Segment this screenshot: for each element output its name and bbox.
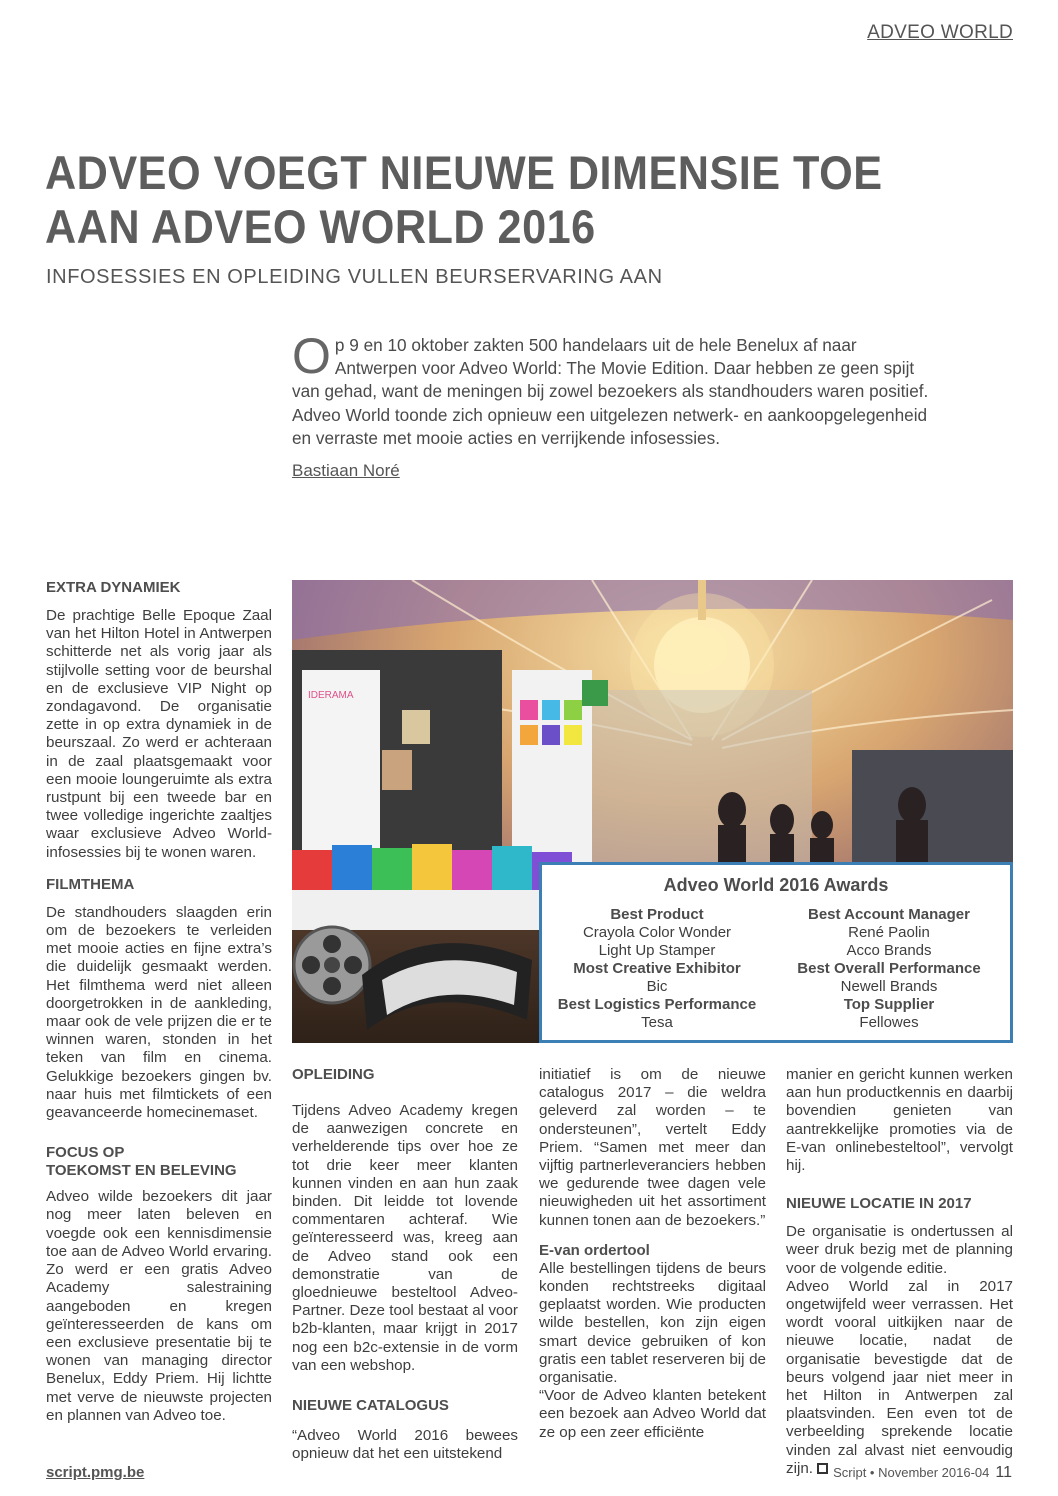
title-line-1: ADVEO VOEGT NIEUWE DIMENSIE TOE — [45, 146, 883, 199]
article-title — [45, 146, 928, 254]
awards-right-column — [774, 906, 1004, 1032]
title-line-2: AAN ADVEO WORLD 2016 — [45, 200, 596, 253]
award-category: Best Account Manager — [808, 906, 970, 923]
heading-opleiding: OPLEIDING — [292, 1066, 375, 1083]
award-winner: Tesa — [641, 1014, 673, 1031]
lead-text: p 9 en 10 oktober zakten 500 handelaars uit de hele Benelux af naar Antwerpen voor Adveo World: The Movie Edition. Daar hebben ze geen spijt van gehad, want de meningen bij zowel bezoekers als standhouders waren positief. Adveo World toonde zich opnieuw een uitgelezen netwerk- en aankoopgelegenheid en verraste met mooie acties en verrijkende infosessies. — [292, 335, 929, 448]
footer-issue — [833, 1464, 1012, 1482]
heading-filmthema: FILMTHEMA — [46, 875, 135, 893]
paragraph-extra-dynamiek: De prachtige Belle Epoque Zaal van het Hilton Hotel in Antwerpen schitterde net als vorig jaar als stijlvolle setting voor de beurshal en de exclusieve VIP Night op zondagavond. De organisatie zette in op extra dynamiek in de beurszaal. Zo werd er achteraan in de zaal plaatsgemaakt voor een mooie loungeruimte als extra rustpunt bij een tweede bar en twee volledige ingerichte zaaltjes waar exclusieve Adveo World-infosessies bij te wonen waren. — [46, 607, 272, 861]
heading-focus-line-2: TOEKOMST EN BELEVING — [46, 1162, 237, 1180]
award-winner: Acco Brands — [846, 942, 932, 959]
lead-paragraph — [292, 328, 942, 450]
paragraph-evan-2: “Voor de Adveo klanten betekent een bezoek aan Adveo World dat ze op een zeer efficiënte — [539, 1387, 766, 1441]
end-of-article-icon — [817, 1463, 828, 1474]
award-category: Most Creative Exhibitor — [573, 960, 741, 977]
heading-extra-dynamiek: EXTRA DYNAMIEK — [46, 579, 181, 596]
page-number: 11 — [995, 1464, 1012, 1481]
award-winner: Light Up Stamper — [598, 942, 716, 959]
paragraph-locatie-2 — [786, 1278, 1013, 1478]
column-4 — [786, 1066, 1013, 1478]
heading-evan-ordertool: E-van ordertool — [539, 1241, 650, 1259]
paragraph-filmthema: De standhouders slaagden erin om de bezoekers te verleiden met mooie acties en fijne extra’s die duidelijk gesmaakt werden. Het filmthema werd niet alleen doorgetrokken in de aankleding, maar ook de vele prijzen die er te winnen waren, stonden in het teken van film en cinema. Gelukkige bezoekers gingen bv. naar huis met filmtickets of een geavanceerde homecinemaset. — [46, 903, 272, 1122]
column-3 — [539, 1066, 766, 1442]
column-2 — [292, 1066, 518, 1463]
award-winner: Newell Brands — [840, 978, 938, 995]
film-reel-icon — [294, 927, 370, 1003]
paragraph-focus: Adveo wilde bezoekers dit jaar nog meer laten beleven en voegde ook een kennisdimensie toe aan de Adveo World ervaring. Zo werd er een gratis Adveo Academy salestraining aangeboden en kregen geïnteresseerden de kans om een exclusieve presentatie bij te wonen van managing director Benelux, Eddy Priem. Hij lichtte met verve de nieuwste projecten en plannen van Adveo toe. — [46, 1188, 272, 1424]
heading-nieuwe-locatie: NIEUWE LOCATIE IN 2017 — [786, 1195, 972, 1213]
award-category: Best Overall Performance — [797, 960, 981, 977]
column-1 — [46, 579, 272, 1425]
drop-cap: O — [292, 328, 331, 384]
paragraph-nieuwe-catalogus: “Adveo World 2016 bewees opnieuw dat het een uitstekend — [292, 1427, 518, 1463]
binders — [292, 844, 572, 890]
award-category: Best Product — [610, 906, 704, 923]
awards-title: Adveo World 2016 Awards — [663, 875, 889, 895]
heading-nieuwe-catalogus: NIEUWE CATALOGUS — [292, 1397, 449, 1415]
section-tag: ADVEO WORLD — [867, 22, 1013, 43]
award-winner: René Paolin — [848, 924, 930, 941]
footer-website-link[interactable]: script.pmg.be — [46, 1464, 145, 1481]
paragraph-evan-cont: manier en gericht kunnen werken aan hun productkennis en daarbij bovendien genieten van aantrekkelijke promoties via de E-van onlinebesteltool”, vervolgt hij. — [786, 1066, 1013, 1175]
article-subtitle: INFOSESSIES EN OPLEIDING VULLEN BEURSERVARING AAN — [46, 266, 663, 288]
paragraph-locatie-1: De organisatie is ondertussen al weer druk bezig met de planning voor de volgende editie. — [786, 1223, 1013, 1277]
award-category: Top Supplier — [843, 996, 935, 1013]
award-winner: Fellowes — [859, 1014, 919, 1031]
paragraph-evan: Alle bestellingen tijdens de beurs konden rechtstreeks digitaal geplaatst worden. Wie producten wilde bestellen, kon zijn eigen smart device gebruiken of kon gratis een tablet reserveren bij de organisatie. — [539, 1259, 766, 1387]
paragraph-opleiding: Tijdens Adveo Academy kregen de aanwezigen concrete en verhelderende tips over hoe ze tot drie keer meer klanten kunnen vinden en aan hun zaak binden. Dit leidde tot lovende commentaren achteraf. Wie geïnteresseerd was, kreeg aan de Adveo stand ook een demonstratie van de gloednieuwe besteltool Adveo-Partner. Deze tool bestaat al voor b2b-klanten, maar krijgt in 2017 nog een b2c-extensie in de vorm van een webshop. — [292, 1102, 518, 1374]
footer-issue-text: Script • November 2016-04 — [833, 1465, 990, 1480]
heading-focus — [46, 1144, 272, 1180]
award-winner: Bic — [646, 978, 668, 995]
awards-box — [539, 862, 1013, 1043]
paragraph-locatie-2-text: Adveo World zal in 2017 ongetwijfeld weer verrassen. Het wordt vooral uitkijken naar de nieuwe locatie, nadat de organisatie bevestigde dat de beurs volgend jaar niet meer in het Hilton in Antwerpen zal plaatsvinden. Een even tot de verbeelding sprekende locatie vinden zal alvast niet eenvoudig zijn. — [786, 1277, 1013, 1477]
award-category: Best Logistics Performance — [557, 996, 757, 1013]
author-byline[interactable]: Bastiaan Noré — [292, 461, 400, 480]
award-winner: Crayola Color Wonder — [582, 924, 732, 941]
awards-left-column — [542, 906, 772, 1032]
heading-focus-line-1: FOCUS OP — [46, 1144, 125, 1162]
paragraph-catalogus-cont: initiatief is om de nieuwe catalogus 2017 – die weldra geleverd zal worden – te ondersteunen”, vertelt Eddy Priem. “Samen met meer dan vijftig partnerleveranciers hebben we gedurende twee dagen vele nieuwigheden uit het assortiment kunnen tonen aan de bezoekers.” — [539, 1066, 766, 1229]
booth-sign-text: IDERAMA — [308, 690, 354, 701]
